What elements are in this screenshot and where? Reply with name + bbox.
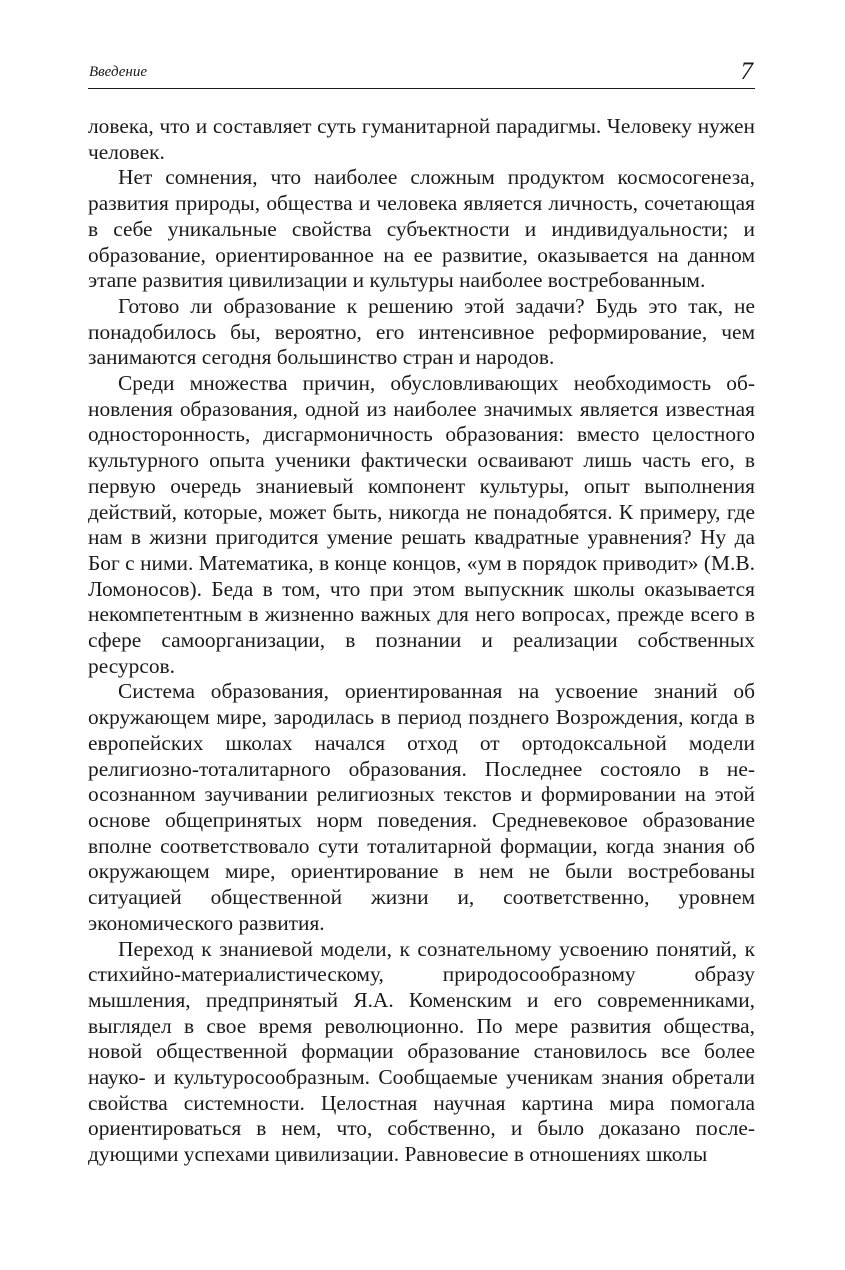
paragraph: Готово ли образование к решению этой задачи? Будь это так, не понадобилось бы, вероятно, его интенсивное реформирование, чем занимаются сегодня большинство стран и народов.: [88, 293, 755, 370]
paragraph: ловека, что и составляет суть гуманитарной парадигмы. Человеку нужен человек.: [88, 114, 755, 164]
paragraph: Переход к знаниевой модели, к сознательному усвоению понятий, к стихийно-материалистическому, природосообразному образу мышления, предпринятый Я.А. Коменским и его современниками, выглядел в свое время революционно. По мере развития общества, новой общественной формации образование становилось все более науко- и культуросообразным. Сообщаемые ученикам знания обретали свойства системности. Целостная научная картина мира помогала ориентироваться в нем, что, собственно, и было доказано последующими успехами цивилизации. Равновесие в отношениях школы: [88, 936, 755, 1167]
paragraph: Система образования, ориентированная на усвоение знаний об окружающем мире, зародилась в период позднего Возрождения, когда в европейских школах начался отход от ортодоксальной модели религиозно-тоталитарного образования. Последнее состояло в неосознанном заучивании религиозных текстов и формировании на этой основе общепринятых норм поведения. Средневековое образование вполне соответствовало сути тоталитарной формации, когда знания об окружающем мире, ориентирование в нем не были востребованы ситуацией общественной жизни и, соответственно, уровнем экономического развития.: [88, 679, 755, 935]
body-text: [88, 114, 755, 1168]
section-title: Введение: [89, 64, 147, 80]
running-head: [88, 52, 755, 89]
paragraph: Среди множества причин, обусловливающих необходимость обновления образования, одной из наиболее значимых является известная односторонность, дисгармоничность образования: вместо целостного культурного опыта ученики фактически осваивают лишь часть его, в первую очередь знаниевый компонент культуры, опыт выполнения действий, которые, может быть, никогда не понадобятся. К примеру, где нам в жизни пригодится умение решать квадратные уравнения? Ну да Бог с ними. Математика, в конце концов, «ум в порядок приводит» (М.В. Ломоносов). Беда в том, что при этом выпускник школы оказывается некомпетентным в жизненно важных для него вопросах, прежде всего в сфере самоорганизации, в познании и реализации собственных ресурсов.: [88, 371, 755, 678]
paragraph: Нет сомнения, что наиболее сложным продуктом космосогенеза, развития природы, общества и человека является личность, сочетающая в себе уникальные свойства субъектности и индивидуальности; и образование, ориентированное на ее развитие, оказывается на данном этапе развития цивилизации и культуры наиболее востребованным.: [88, 165, 755, 293]
page-number: 7: [740, 58, 753, 85]
